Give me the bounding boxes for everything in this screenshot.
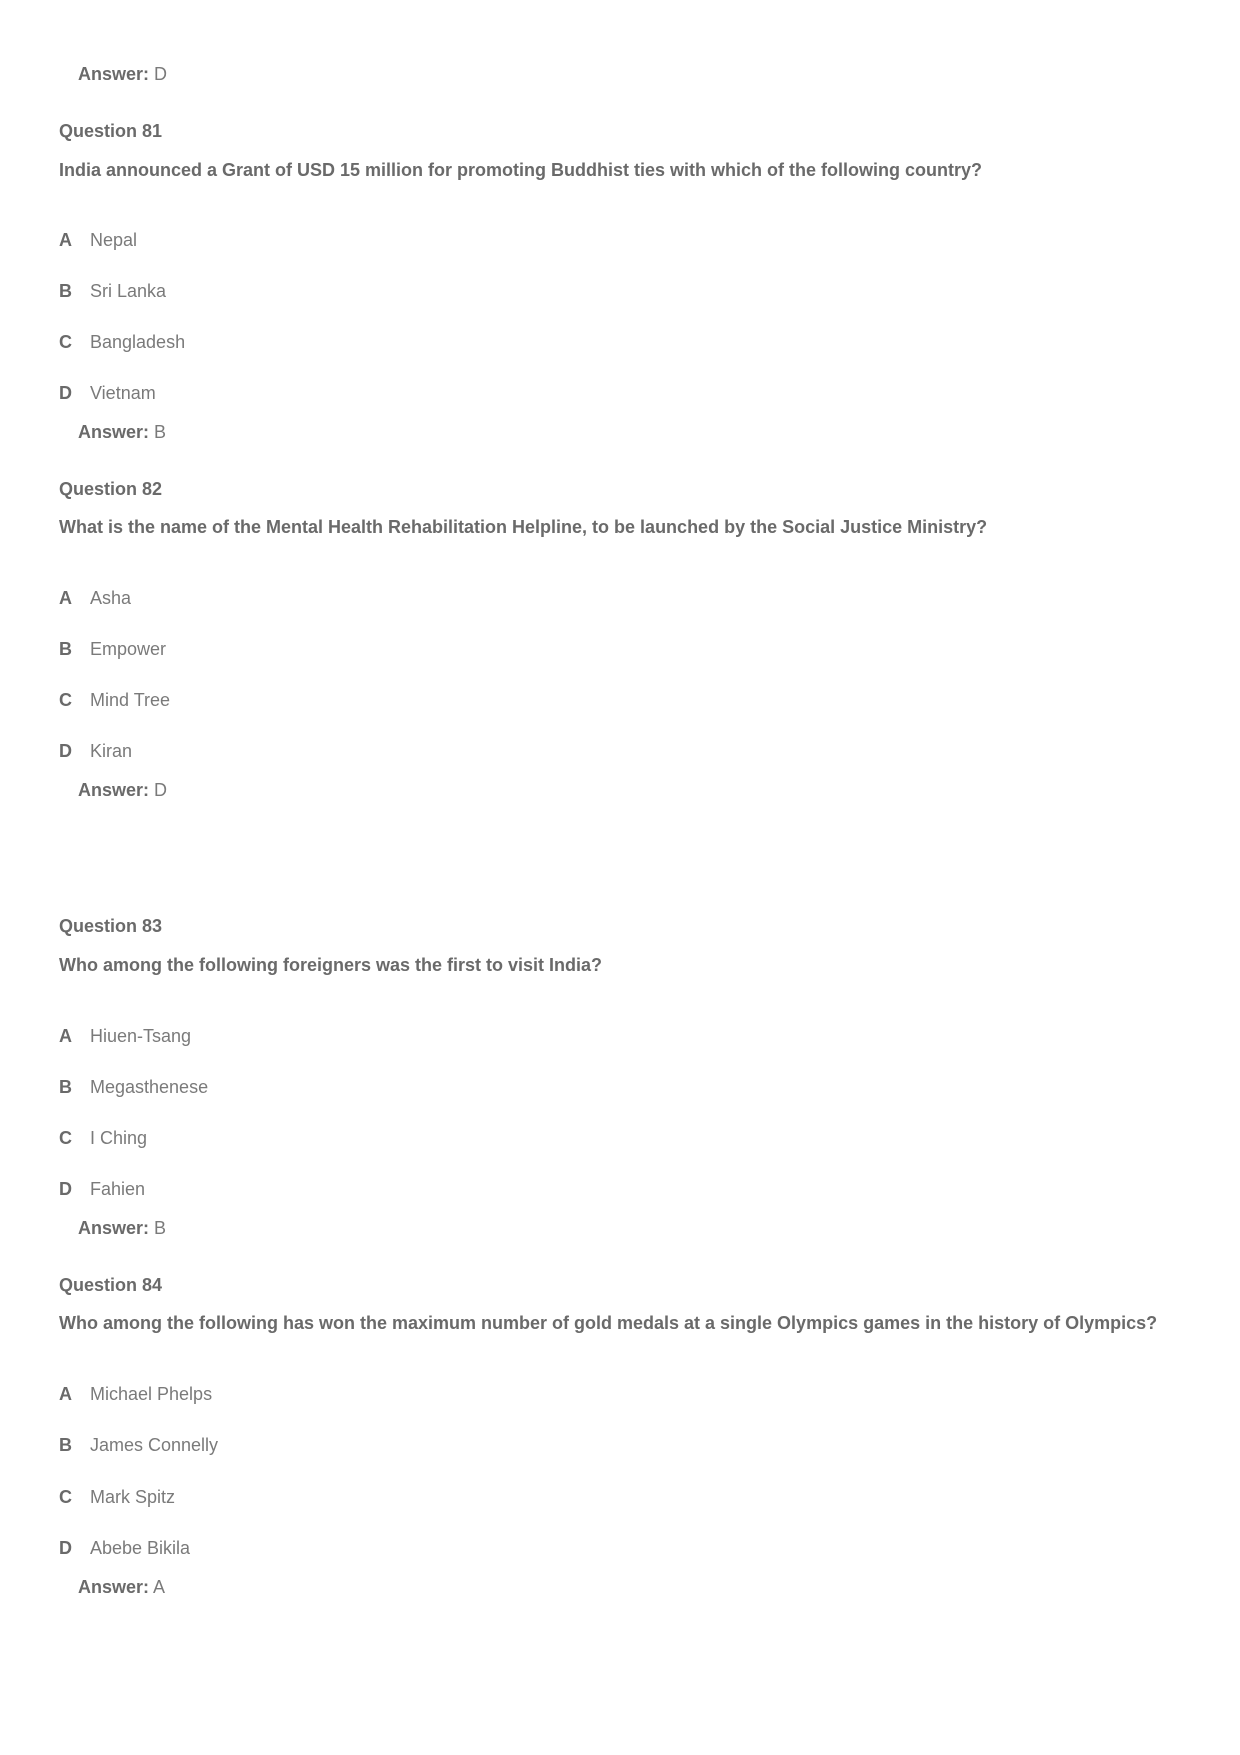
option-text: Empower [90,639,167,659]
question-text: India announced a Grant of USD 15 million for promoting Buddhist ties with which of the following country? [59,160,982,180]
option-letter: A [59,230,72,250]
question-number: Question 81 [59,121,163,141]
option-text: Fahien [90,1179,146,1199]
option-letter: C [59,1487,72,1507]
option-d [59,1178,145,1200]
option-letter: A [59,588,72,608]
option-text: Hiuen-Tsang [90,1026,192,1046]
option-letter: B [59,639,72,659]
option-a [59,587,131,609]
option-letter: D [59,1179,72,1199]
option-d [59,382,156,404]
option-b [59,1434,218,1456]
answer-label: Answer: [78,1218,150,1238]
option-a [59,1383,212,1405]
option-letter: A [59,1026,72,1046]
answer-line [78,421,166,443]
answer-value: D [154,780,168,800]
option-b [59,1076,208,1098]
answer-value: B [154,1218,167,1238]
question-text: Who among the following foreigners was the first to visit India? [59,955,603,975]
option-letter: D [59,741,72,761]
option-d [59,740,132,762]
option-letter: B [59,1435,72,1455]
question-number: Question 83 [59,916,163,936]
option-text: Megasthenese [90,1077,209,1097]
answer-value: D [154,64,168,84]
option-letter: C [59,1128,72,1148]
option-text: Asha [90,588,132,608]
option-c [59,1127,147,1149]
option-text: Bangladesh [90,332,186,352]
question-text: Who among the following has won the maximum number of gold medals at a single Olympics games in the history of Olympics? [59,1313,1158,1333]
answer-label: Answer: [78,422,150,442]
option-text: Mark Spitz [90,1487,176,1507]
option-text: Vietnam [90,383,156,403]
option-c [59,1486,175,1508]
answer-label: Answer: [78,780,150,800]
answer-line [78,1576,165,1598]
answer-line [78,779,167,801]
option-text: Nepal [90,230,138,250]
option-b [59,280,166,302]
answer-line [78,1217,166,1239]
question-text: What is the name of the Mental Health Rehabilitation Helpline, to be launched by the Social Justice Ministry? [59,517,988,537]
option-d [59,1537,190,1559]
option-letter: C [59,332,72,352]
option-letter: B [59,1077,72,1097]
option-text: James Connelly [90,1435,219,1455]
answer-value: A [153,1577,166,1597]
option-text: Abebe Bikila [90,1538,191,1558]
question-number: Question 84 [59,1275,163,1295]
option-text: Mind Tree [90,690,171,710]
option-letter: B [59,281,72,301]
answer-label: Answer: [78,64,150,84]
option-a [59,1025,191,1047]
option-a [59,229,137,251]
answer-value: B [154,422,167,442]
option-letter: C [59,690,72,710]
option-letter: A [59,1384,72,1404]
option-text: I Ching [90,1128,148,1148]
option-c [59,689,170,711]
option-b [59,638,166,660]
option-c [59,331,185,353]
option-letter: D [59,1538,72,1558]
answer-line [78,63,167,85]
option-letter: D [59,383,72,403]
question-number: Question 82 [59,479,163,499]
option-text: Kiran [90,741,133,761]
option-text: Sri Lanka [90,281,167,301]
option-text: Michael Phelps [90,1384,213,1404]
answer-label: Answer: [78,1577,150,1597]
